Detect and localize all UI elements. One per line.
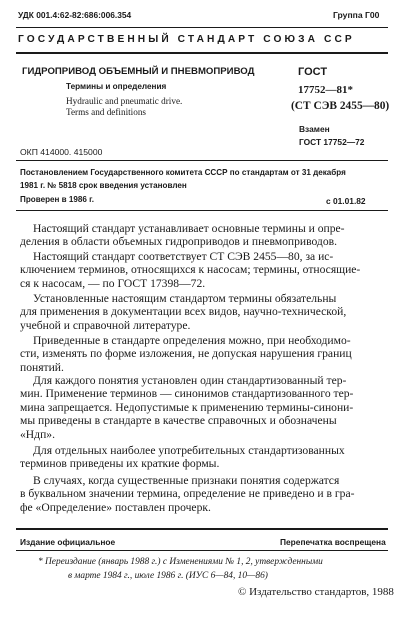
checked-year: Проверен в 1986 г. — [20, 195, 94, 204]
paragraph-6 — [20, 444, 386, 471]
paragraph-line: Для каждого понятия установлен один стандартизованный тер- — [33, 374, 347, 387]
paragraph-line: учебной и справочной литературе. — [20, 318, 191, 332]
banner-rule — [16, 52, 388, 54]
st-sev-number: (СТ СЭВ 2455—80) — [291, 100, 390, 112]
english-title-line1: Hydraulic and pneumatic drive. — [66, 96, 183, 106]
state-standard-banner: ГОСУДАРСТВЕННЫЙ СТАНДАРТ СОЮЗА ССР — [18, 34, 355, 45]
okp-rule — [16, 160, 388, 161]
paragraph-line: мина запрещается. Недопустимые к применению термины-синони- — [20, 400, 354, 414]
gost-label: ГОСТ — [298, 66, 328, 78]
paragraph-line: в буквальном значении термина, определение не приведено и в гра- — [20, 487, 355, 501]
paragraph-line: Установленные настоящим стандартом термины обязательны — [33, 292, 337, 305]
document-title: ГИДРОПРИВОД ОБЪЕМНЫЙ И ПНЕВМОПРИВОД — [22, 66, 255, 77]
decree-line2: 1981 г. № 5818 срок введения установлен — [20, 181, 187, 190]
official-edition: Издание официальное — [20, 537, 116, 547]
paragraph-line: понятий. — [20, 360, 64, 374]
paragraph-line: ключением терминов, относящихся к насосам; термины, относящие- — [20, 263, 361, 277]
document-subtitle: Термины и определения — [66, 82, 167, 91]
paragraph-2 — [20, 250, 386, 290]
effective-date: с 01.01.82 — [326, 196, 366, 206]
paragraph-line: Настоящий стандарт устанавливает основные термины и опре- — [33, 222, 345, 235]
paragraph-line: мин. Применение терминов — синонимов стандартизованного тер- — [20, 387, 354, 401]
reprint-prohibited: Перепечатка воспрещена — [280, 537, 386, 547]
footer-rule — [16, 528, 388, 530]
udk-code: УДК 001.4:62-82:686:006.354 — [18, 10, 132, 20]
paragraph-7 — [20, 474, 386, 514]
replaces-label: Взамен — [299, 124, 330, 134]
copyright-notice: © Издательство стандартов, 1988 — [238, 586, 394, 598]
footer-rule-2 — [16, 550, 388, 551]
paragraph-line: «Ндп». — [20, 427, 55, 441]
paragraph-4 — [20, 334, 386, 374]
paragraph-line: ся к насосам, — по ГОСТ 17398—72. — [20, 276, 206, 290]
paragraph-3 — [20, 292, 386, 332]
english-title-line2: Terms and definitions — [66, 107, 146, 117]
paragraph-line: Настоящий стандарт соответствует СТ СЭВ 2455—80, за ис- — [33, 250, 334, 263]
paragraph-line: терминов приведены их краткие формы. — [20, 457, 220, 471]
group-code: Группа Г00 — [333, 10, 380, 20]
decree-rule — [16, 210, 388, 211]
top-rule — [16, 27, 388, 28]
paragraph-line: Для отдельных наиболее употребительных стандартизованных — [33, 444, 345, 457]
paragraph-line: Приведенные в стандарте определения можно, при необходимо- — [33, 334, 351, 347]
paragraph-line: фе «Определение» поставлен прочерк. — [20, 500, 211, 514]
paragraph-line: сти, изменять по форме изложения, не допуская нарушения границ — [20, 347, 352, 361]
paragraph-line: В случаях, когда существенные признаки понятия содержатся — [33, 474, 340, 487]
paragraph-1 — [20, 222, 386, 249]
paragraph-line: для применения в документации всех видов, научно-технической, — [20, 305, 347, 319]
paragraph-5 — [20, 374, 386, 441]
okp-code: ОКП 414000. 415000 — [20, 147, 103, 157]
paragraph-line: мы приведены в стандарте в качестве справочных и обозначены — [20, 414, 337, 428]
decree-line1: Постановлением Государственного комитета СССР по стандартам от 31 декабря — [20, 168, 346, 177]
gost-number: 17752—81* — [298, 84, 353, 96]
replaces-value: ГОСТ 17752—72 — [299, 137, 365, 147]
reissue-note-line2: в марте 1984 г., июле 1986 г. (ИУС 6—84, 10—86) — [68, 571, 268, 581]
reissue-note-line1: * Переиздание (январь 1988 г.) с Изменениями № 1, 2, утвержденными — [38, 557, 323, 567]
paragraph-line: деления в области объемных гидроприводов и пневмоприводов. — [20, 235, 337, 249]
